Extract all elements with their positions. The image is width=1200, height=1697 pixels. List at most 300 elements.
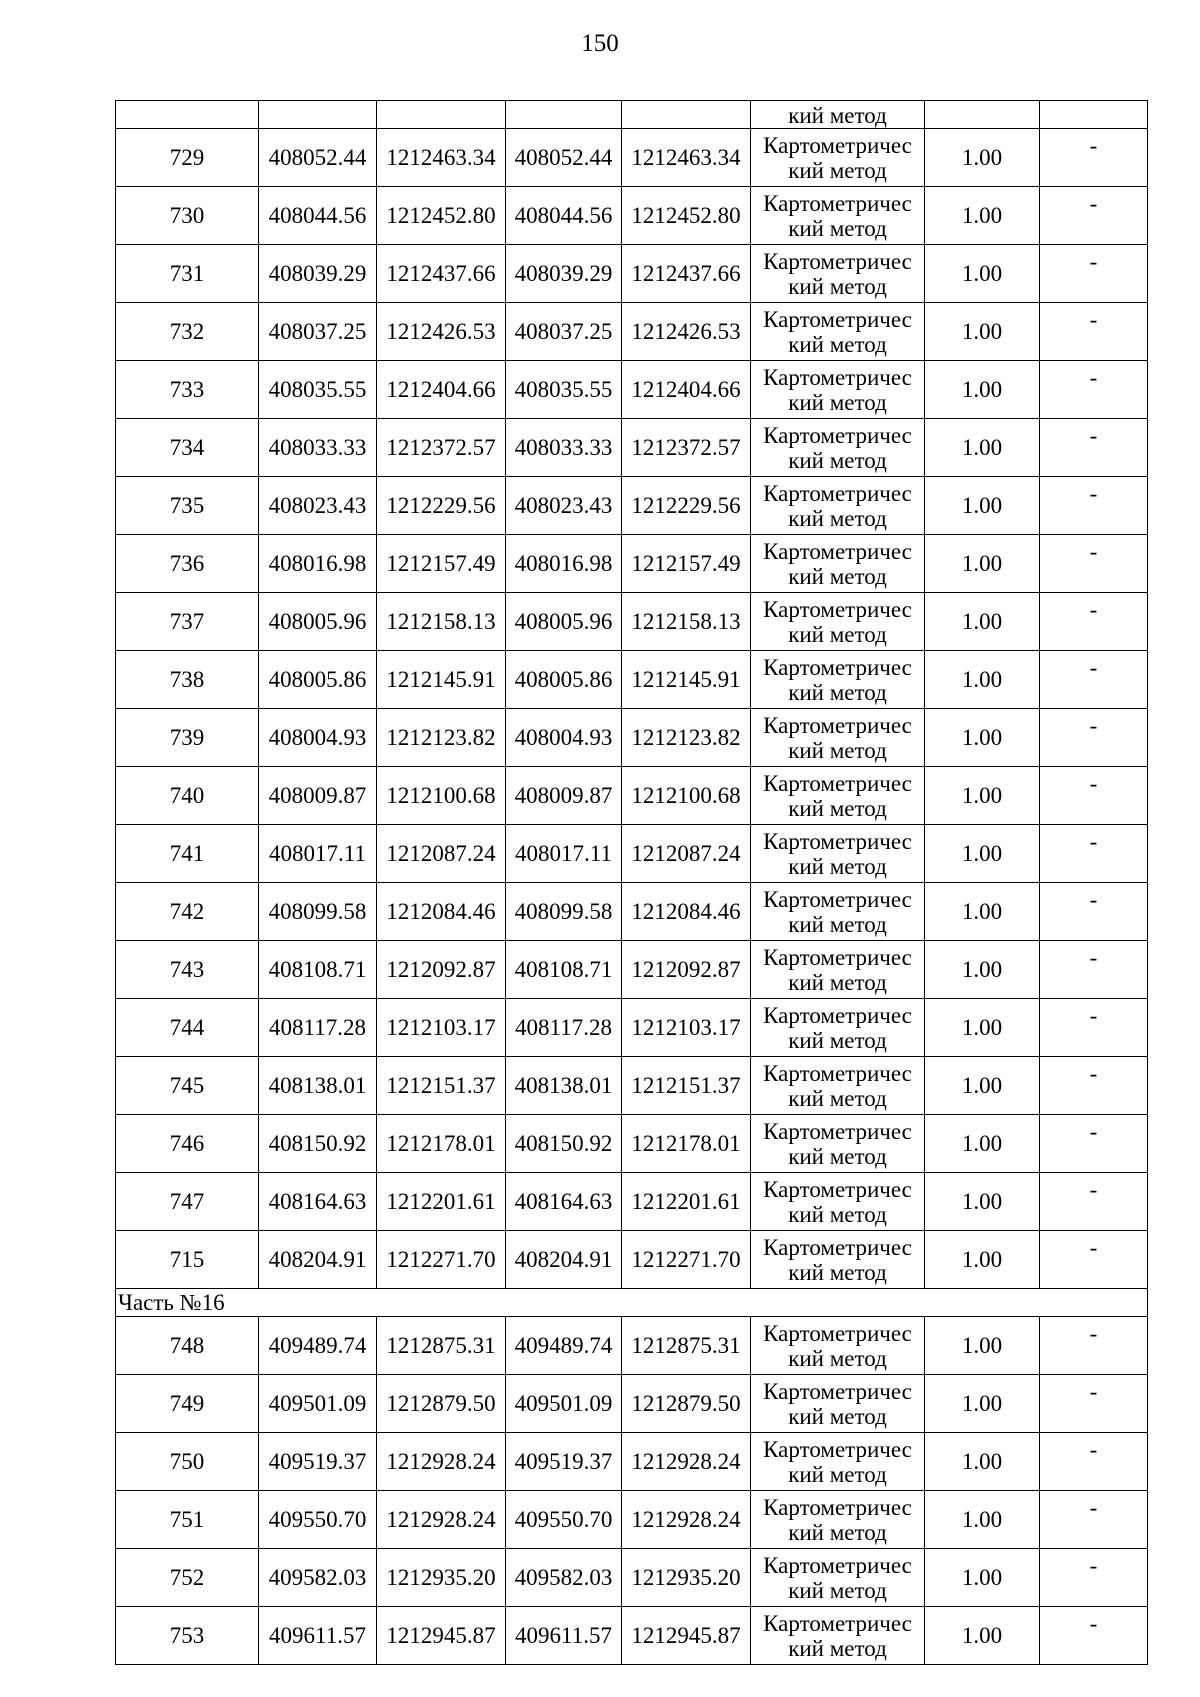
cell-y-refined: 1212100.68 — [622, 767, 751, 825]
cell-point-number — [116, 101, 259, 129]
cell-y-refined: 1212087.24 — [622, 825, 751, 883]
cell-x-existing: 409550.70 — [259, 1491, 377, 1549]
cell-note: - — [1040, 1491, 1148, 1549]
method-line-1: Картометричес — [763, 1378, 912, 1404]
cell-x-existing: 408017.11 — [259, 825, 377, 883]
cell-point-number: 731 — [116, 245, 259, 303]
cell-note: - — [1040, 593, 1148, 651]
method-line-1: Картометричес — [763, 596, 912, 622]
method-line-2: кий метод — [788, 389, 887, 415]
cell-point-number: 737 — [116, 593, 259, 651]
cell-point-number: 743 — [116, 941, 259, 999]
cell-y-existing: 1212229.56 — [377, 477, 506, 535]
cell-x-existing: 408099.58 — [259, 883, 377, 941]
method-line-2: кий метод — [788, 1577, 887, 1603]
method-line-2: кий метод — [788, 157, 887, 183]
method-line-1: Картометричес — [763, 1494, 912, 1520]
cell-y-refined: 1212178.01 — [622, 1115, 751, 1173]
cell-accuracy: 1.00 — [925, 245, 1040, 303]
method-line-1: Картометричес — [763, 132, 912, 158]
cell-x-existing: 408033.33 — [259, 419, 377, 477]
cell-method — [751, 593, 925, 651]
cell-note: - — [1040, 1317, 1148, 1375]
cell-x-refined: 408044.56 — [506, 187, 622, 245]
cell-accuracy: 1.00 — [925, 767, 1040, 825]
method-line-2: кий метод — [788, 795, 887, 821]
cell-note: - — [1040, 767, 1148, 825]
cell-y-existing: 1212463.34 — [377, 129, 506, 187]
cell-x-existing: 408037.25 — [259, 303, 377, 361]
cell-y-refined: 1212271.70 — [622, 1231, 751, 1289]
table-row — [116, 477, 1148, 535]
cell-method — [751, 941, 925, 999]
cell-x-refined: 408005.96 — [506, 593, 622, 651]
cell-method — [751, 1057, 925, 1115]
cell-x-existing: 409489.74 — [259, 1317, 377, 1375]
cell-point-number: 734 — [116, 419, 259, 477]
cell-method — [751, 361, 925, 419]
table-row — [116, 1375, 1148, 1433]
continuation-row — [116, 101, 1148, 129]
cell-point-number: 738 — [116, 651, 259, 709]
cell-accuracy: 1.00 — [925, 129, 1040, 187]
cell-x-refined: 408164.63 — [506, 1173, 622, 1231]
cell-y-existing: 1212879.50 — [377, 1375, 506, 1433]
cell-accuracy: 1.00 — [925, 1231, 1040, 1289]
cell-y-existing: 1212426.53 — [377, 303, 506, 361]
cell-note: - — [1040, 651, 1148, 709]
cell-x-existing: 408039.29 — [259, 245, 377, 303]
cell-x-existing: 408005.96 — [259, 593, 377, 651]
cell-point-number: 749 — [116, 1375, 259, 1433]
cell-y-existing: 1212100.68 — [377, 767, 506, 825]
method-line-1: Картометричес — [763, 1610, 912, 1636]
table-row — [116, 535, 1148, 593]
cell-point-number: 735 — [116, 477, 259, 535]
cell-accuracy: 1.00 — [925, 593, 1040, 651]
cell-y-refined: 1212158.13 — [622, 593, 751, 651]
cell-note: - — [1040, 1549, 1148, 1607]
table-row — [116, 651, 1148, 709]
method-line-2: кий метод — [788, 1403, 887, 1429]
cell-y-existing: 1212087.24 — [377, 825, 506, 883]
cell-note: - — [1040, 187, 1148, 245]
cell-note: - — [1040, 535, 1148, 593]
cell-accuracy: 1.00 — [925, 709, 1040, 767]
cell-accuracy: 1.00 — [925, 941, 1040, 999]
method-line-1: Картометричес — [763, 1234, 912, 1260]
cell-y-existing: 1212157.49 — [377, 535, 506, 593]
cell-x-refined: 408023.43 — [506, 477, 622, 535]
cell-x-existing: 408004.93 — [259, 709, 377, 767]
cell-y-refined: 1212229.56 — [622, 477, 751, 535]
table-row — [116, 1115, 1148, 1173]
cell-accuracy: 1.00 — [925, 1549, 1040, 1607]
method-line-1: Картометричес — [763, 248, 912, 274]
cell-method — [751, 419, 925, 477]
table-row — [116, 999, 1148, 1057]
method-line-2: кий метод — [788, 1201, 887, 1227]
cell-point-number: 753 — [116, 1607, 259, 1665]
cell-y-existing: 1212928.24 — [377, 1433, 506, 1491]
cell-note: - — [1040, 883, 1148, 941]
cell-y-refined — [622, 101, 751, 129]
cell-accuracy: 1.00 — [925, 303, 1040, 361]
cell-point-number: 745 — [116, 1057, 259, 1115]
table-row — [116, 187, 1148, 245]
cell-y-existing: 1212158.13 — [377, 593, 506, 651]
cell-accuracy: 1.00 — [925, 651, 1040, 709]
method-line-1: Картометричес — [763, 1436, 912, 1462]
cell-method — [751, 1549, 925, 1607]
cell-method — [751, 1173, 925, 1231]
method-line-2: кий метод — [788, 737, 887, 763]
table-row — [116, 1231, 1148, 1289]
cell-point-number: 732 — [116, 303, 259, 361]
table-row — [116, 1173, 1148, 1231]
method-line-2: кий метод — [788, 1345, 887, 1371]
cell-note: - — [1040, 709, 1148, 767]
cell-point-number: 715 — [116, 1231, 259, 1289]
cell-note: - — [1040, 1607, 1148, 1665]
table-row — [116, 1317, 1148, 1375]
page-number: 150 — [581, 30, 619, 57]
cell-y-refined: 1212404.66 — [622, 361, 751, 419]
cell-y-existing: 1212372.57 — [377, 419, 506, 477]
table-row — [116, 245, 1148, 303]
cell-y-existing: 1212151.37 — [377, 1057, 506, 1115]
method-line-2: кий метод — [788, 273, 887, 299]
cell-x-existing: 408023.43 — [259, 477, 377, 535]
cell-point-number: 747 — [116, 1173, 259, 1231]
cell-point-number: 748 — [116, 1317, 259, 1375]
cell-y-existing: 1212123.82 — [377, 709, 506, 767]
table-row — [116, 1057, 1148, 1115]
cell-method — [751, 1607, 925, 1665]
method-line-1: Картометричес — [763, 770, 912, 796]
cell-y-existing: 1212928.24 — [377, 1491, 506, 1549]
method-line-1: Картометричес — [763, 190, 912, 216]
cell-y-refined: 1212437.66 — [622, 245, 751, 303]
cell-note: - — [1040, 1115, 1148, 1173]
cell-method — [751, 709, 925, 767]
cell-method — [751, 883, 925, 941]
cell-note: - — [1040, 999, 1148, 1057]
coordinates-table — [115, 100, 1148, 1665]
cell-x-refined: 409489.74 — [506, 1317, 622, 1375]
method-line-2: кий метод — [788, 1085, 887, 1111]
section-label: Часть №16 — [116, 1289, 1148, 1317]
cell-x-refined — [506, 101, 622, 129]
cell-x-refined: 409501.09 — [506, 1375, 622, 1433]
cell-method — [751, 1317, 925, 1375]
cell-x-existing: 408204.91 — [259, 1231, 377, 1289]
cell-x-refined: 409550.70 — [506, 1491, 622, 1549]
table-row — [116, 1491, 1148, 1549]
cell-x-refined: 408150.92 — [506, 1115, 622, 1173]
cell-y-existing: 1212935.20 — [377, 1549, 506, 1607]
cell-x-refined: 409611.57 — [506, 1607, 622, 1665]
cell-x-refined: 409582.03 — [506, 1549, 622, 1607]
method-line-1: Картометричес — [763, 422, 912, 448]
cell-accuracy: 1.00 — [925, 535, 1040, 593]
cell-note: - — [1040, 825, 1148, 883]
cell-note: - — [1040, 129, 1148, 187]
cell-note: - — [1040, 1375, 1148, 1433]
table-row — [116, 1433, 1148, 1491]
method-line-1: Картометричес — [763, 1060, 912, 1086]
cell-x-refined: 408017.11 — [506, 825, 622, 883]
cell-accuracy: 1.00 — [925, 1173, 1040, 1231]
cell-point-number: 730 — [116, 187, 259, 245]
cell-y-existing: 1212945.87 — [377, 1607, 506, 1665]
cell-note: - — [1040, 361, 1148, 419]
cell-x-refined: 408138.01 — [506, 1057, 622, 1115]
table-row — [116, 883, 1148, 941]
cell-point-number: 750 — [116, 1433, 259, 1491]
cell-accuracy: 1.00 — [925, 1115, 1040, 1173]
table-row — [116, 1549, 1148, 1607]
cell-method — [751, 303, 925, 361]
cell-note: - — [1040, 245, 1148, 303]
table-row — [116, 767, 1148, 825]
cell-accuracy: 1.00 — [925, 883, 1040, 941]
cell-x-refined: 408039.29 — [506, 245, 622, 303]
cell-note: - — [1040, 1433, 1148, 1491]
cell-y-existing: 1212452.80 — [377, 187, 506, 245]
method-line-2: кий метод — [788, 1461, 887, 1487]
method-line-1: Картометричес — [763, 654, 912, 680]
cell-x-refined: 409519.37 — [506, 1433, 622, 1491]
cell-y-refined: 1212092.87 — [622, 941, 751, 999]
cell-y-refined: 1212201.61 — [622, 1173, 751, 1231]
cell-point-number: 752 — [116, 1549, 259, 1607]
cell-point-number: 740 — [116, 767, 259, 825]
cell-x-refined: 408035.55 — [506, 361, 622, 419]
cell-x-existing: 409501.09 — [259, 1375, 377, 1433]
cell-note: - — [1040, 477, 1148, 535]
method-line-1: Картометричес — [763, 1552, 912, 1578]
cell-y-refined: 1212426.53 — [622, 303, 751, 361]
cell-y-refined: 1212879.50 — [622, 1375, 751, 1433]
cell-accuracy: 1.00 — [925, 1491, 1040, 1549]
cell-accuracy: 1.00 — [925, 825, 1040, 883]
method-line-2: кий метод — [788, 331, 887, 357]
table-row — [116, 419, 1148, 477]
cell-y-refined: 1212084.46 — [622, 883, 751, 941]
table-row — [116, 825, 1148, 883]
cell-x-existing: 409611.57 — [259, 1607, 377, 1665]
cell-y-existing: 1212145.91 — [377, 651, 506, 709]
cell-method — [751, 245, 925, 303]
cell-method — [751, 825, 925, 883]
cell-y-refined: 1212928.24 — [622, 1433, 751, 1491]
method-line-1: Картометричес — [763, 306, 912, 332]
method-line-2: кий метод — [788, 1143, 887, 1169]
cell-method — [751, 1491, 925, 1549]
cell-accuracy: 1.00 — [925, 1057, 1040, 1115]
cell-y-refined: 1212151.37 — [622, 1057, 751, 1115]
cell-x-existing: 408052.44 — [259, 129, 377, 187]
method-line-1: Картометричес — [763, 944, 912, 970]
cell-y-refined: 1212935.20 — [622, 1549, 751, 1607]
cell-x-existing: 408016.98 — [259, 535, 377, 593]
method-line-1: Картометричес — [763, 1176, 912, 1202]
cell-y-existing: 1212092.87 — [377, 941, 506, 999]
cell-y-refined: 1212372.57 — [622, 419, 751, 477]
cell-method — [751, 129, 925, 187]
cell-point-number: 741 — [116, 825, 259, 883]
cell-x-refined: 408108.71 — [506, 941, 622, 999]
method-line-1: Картометричес — [763, 886, 912, 912]
cell-y-existing — [377, 101, 506, 129]
cell-x-existing: 408150.92 — [259, 1115, 377, 1173]
table-row — [116, 941, 1148, 999]
cell-y-existing: 1212875.31 — [377, 1317, 506, 1375]
cell-point-number: 739 — [116, 709, 259, 767]
cell-point-number: 744 — [116, 999, 259, 1057]
cell-method — [751, 187, 925, 245]
cell-accuracy — [925, 101, 1040, 129]
cell-x-refined: 408004.93 — [506, 709, 622, 767]
method-line-2: кий метод — [788, 1027, 887, 1053]
cell-point-number: 751 — [116, 1491, 259, 1549]
cell-method — [751, 1115, 925, 1173]
cell-y-refined: 1212157.49 — [622, 535, 751, 593]
cell-note: - — [1040, 1057, 1148, 1115]
cell-method — [751, 767, 925, 825]
cell-x-existing — [259, 101, 377, 129]
cell-method — [751, 1433, 925, 1491]
cell-accuracy: 1.00 — [925, 1433, 1040, 1491]
method-line-2: кий метод — [788, 1635, 887, 1661]
cell-method — [751, 477, 925, 535]
cell-accuracy: 1.00 — [925, 361, 1040, 419]
cell-note: - — [1040, 941, 1148, 999]
method-line-1: Картометричес — [763, 828, 912, 854]
cell-x-existing: 408117.28 — [259, 999, 377, 1057]
method-line-2: кий метод — [788, 505, 887, 531]
cell-x-existing: 408108.71 — [259, 941, 377, 999]
cell-point-number: 729 — [116, 129, 259, 187]
cell-x-existing: 409519.37 — [259, 1433, 377, 1491]
cell-note: - — [1040, 1231, 1148, 1289]
cell-y-existing: 1212084.46 — [377, 883, 506, 941]
method-line-2: кий метод — [788, 911, 887, 937]
cell-y-refined: 1212463.34 — [622, 129, 751, 187]
table-row — [116, 361, 1148, 419]
cell-x-existing: 409582.03 — [259, 1549, 377, 1607]
cell-y-refined: 1212875.31 — [622, 1317, 751, 1375]
table-row — [116, 709, 1148, 767]
method-line-1: Картометричес — [763, 712, 912, 738]
table-body — [116, 101, 1148, 1665]
cell-method: кий метод — [751, 101, 925, 129]
cell-note: - — [1040, 419, 1148, 477]
table-row — [116, 303, 1148, 361]
cell-x-refined: 408005.86 — [506, 651, 622, 709]
cell-accuracy: 1.00 — [925, 477, 1040, 535]
cell-x-existing: 408005.86 — [259, 651, 377, 709]
method-line-1: Картометричес — [763, 1118, 912, 1144]
cell-x-existing: 408138.01 — [259, 1057, 377, 1115]
cell-x-existing: 408009.87 — [259, 767, 377, 825]
method-line-1: Картометричес — [763, 538, 912, 564]
method-line-2: кий метод — [788, 215, 887, 241]
cell-accuracy: 1.00 — [925, 187, 1040, 245]
cell-y-refined: 1212123.82 — [622, 709, 751, 767]
cell-x-refined: 408033.33 — [506, 419, 622, 477]
cell-accuracy: 1.00 — [925, 1317, 1040, 1375]
cell-y-existing: 1212404.66 — [377, 361, 506, 419]
table-row — [116, 1607, 1148, 1665]
method-line-1: Картометричес — [763, 480, 912, 506]
cell-x-refined: 408204.91 — [506, 1231, 622, 1289]
cell-y-refined: 1212145.91 — [622, 651, 751, 709]
cell-x-refined: 408016.98 — [506, 535, 622, 593]
cell-point-number: 746 — [116, 1115, 259, 1173]
cell-y-existing: 1212103.17 — [377, 999, 506, 1057]
cell-x-refined: 408009.87 — [506, 767, 622, 825]
cell-accuracy: 1.00 — [925, 999, 1040, 1057]
cell-x-existing: 408035.55 — [259, 361, 377, 419]
cell-x-refined: 408037.25 — [506, 303, 622, 361]
cell-note — [1040, 101, 1148, 129]
method-line-1: Картометричес — [763, 364, 912, 390]
method-line-2: кий метод — [788, 1259, 887, 1285]
cell-y-existing: 1212271.70 — [377, 1231, 506, 1289]
cell-x-refined: 408099.58 — [506, 883, 622, 941]
method-line-2: кий метод — [788, 621, 887, 647]
method-line-2: кий метод — [788, 563, 887, 589]
cell-accuracy: 1.00 — [925, 419, 1040, 477]
cell-method — [751, 535, 925, 593]
cell-method — [751, 999, 925, 1057]
method-line-2: кий метод — [788, 1519, 887, 1545]
cell-method — [751, 651, 925, 709]
method-line-2: кий метод — [788, 447, 887, 473]
method-line-2: кий метод — [788, 969, 887, 995]
section-row — [116, 1289, 1148, 1317]
cell-note: - — [1040, 1173, 1148, 1231]
cell-method — [751, 1231, 925, 1289]
cell-accuracy: 1.00 — [925, 1607, 1040, 1665]
cell-accuracy: 1.00 — [925, 1375, 1040, 1433]
cell-note: - — [1040, 303, 1148, 361]
cell-y-existing: 1212437.66 — [377, 245, 506, 303]
cell-y-existing: 1212201.61 — [377, 1173, 506, 1231]
cell-y-refined: 1212103.17 — [622, 999, 751, 1057]
cell-method — [751, 1375, 925, 1433]
cell-point-number: 733 — [116, 361, 259, 419]
cell-y-refined: 1212945.87 — [622, 1607, 751, 1665]
cell-x-existing: 408044.56 — [259, 187, 377, 245]
cell-y-existing: 1212178.01 — [377, 1115, 506, 1173]
table-row — [116, 593, 1148, 651]
method-line-1: Картометричес — [763, 1002, 912, 1028]
cell-point-number: 742 — [116, 883, 259, 941]
cell-x-existing: 408164.63 — [259, 1173, 377, 1231]
table-row — [116, 129, 1148, 187]
method-line-2: кий метод — [788, 679, 887, 705]
cell-y-refined: 1212928.24 — [622, 1491, 751, 1549]
method-line-2: кий метод — [788, 853, 887, 879]
method-line-1: Картометричес — [763, 1320, 912, 1346]
cell-y-refined: 1212452.80 — [622, 187, 751, 245]
cell-point-number: 736 — [116, 535, 259, 593]
cell-x-refined: 408052.44 — [506, 129, 622, 187]
cell-x-refined: 408117.28 — [506, 999, 622, 1057]
